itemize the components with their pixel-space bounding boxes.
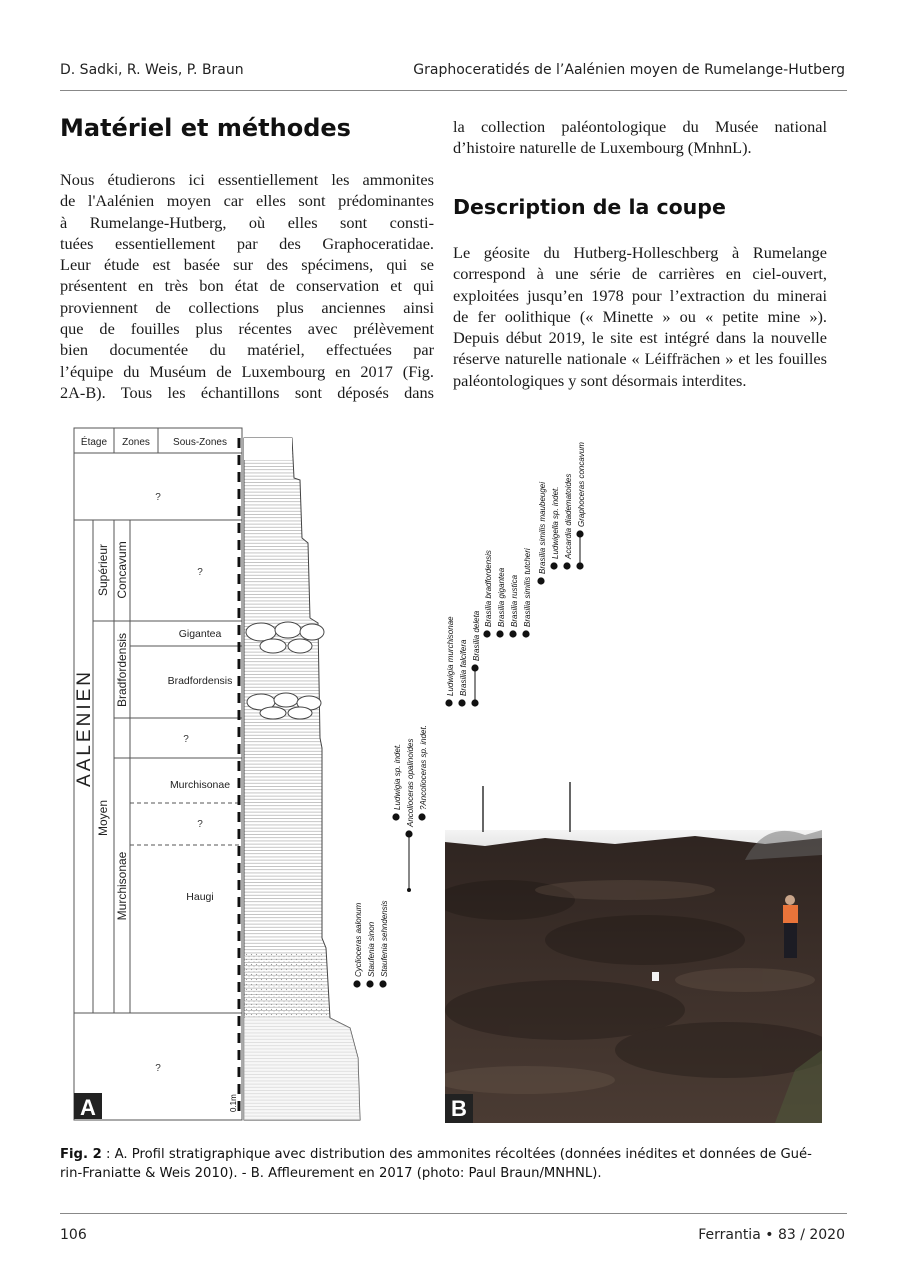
text-line: tuées essentiellement par des Graphoceratidae. — [60, 233, 434, 253]
unknown-concavum: ? — [197, 567, 203, 578]
svg-text:Brasilia deleta: Brasilia deleta — [472, 610, 481, 661]
running-header-title: Graphoceratidés de l’Aalénien moyen de Rumelange-Hutberg — [413, 62, 845, 78]
svg-text:Graphoceras concavum: Graphoceras concavum — [577, 442, 586, 527]
figure-caption — [60, 1146, 835, 1183]
text-line: bien documentée du matériel, effectuées par — [60, 340, 434, 360]
text-line: à Rumelange-Hutberg, où elles sont consti- — [60, 212, 434, 232]
taxon-1 — [366, 921, 376, 987]
subzone-haugi: Haugi — [186, 891, 214, 903]
taxon-10 — [496, 567, 506, 637]
page-number: 106 — [60, 1227, 87, 1243]
col-header-zones: Zones — [122, 437, 150, 448]
text-line: d’histoire naturelle de Luxembourg (MnhnL). — [453, 138, 752, 158]
svg-text:Brasilia gigantea: Brasilia gigantea — [497, 567, 506, 627]
svg-text:Ludwigia murchisonae: Ludwigia murchisonae — [446, 616, 455, 696]
svg-text:Staufenia sehndensis: Staufenia sehndensis — [380, 900, 389, 977]
text-line: Le géosite du Hutberg-Holleschberg à Rumelange — [453, 243, 827, 262]
section1-continuation — [453, 116, 827, 159]
svg-text:Brasilia rustica: Brasilia rustica — [510, 574, 519, 627]
text-line: paléontologiques y sont désormais interdites. — [453, 370, 747, 390]
taxon-11 — [509, 574, 519, 637]
svg-text:Cyclioceras aalonum: Cyclioceras aalonum — [354, 902, 363, 977]
lithology-column — [244, 438, 360, 1120]
unknown-top: ? — [155, 492, 161, 503]
text-line: que de fouilles plus récentes avec prélèvement — [60, 319, 434, 339]
col-header-sous-zones: Sous-Zones — [173, 437, 227, 448]
section1-paragraph — [60, 169, 434, 403]
taxon-9 — [483, 550, 493, 638]
text-line: présentent en très bon état de conservation et qui — [60, 276, 434, 296]
svg-text:Accardia diadematoides: Accardia diadematoides — [564, 473, 573, 559]
substage-superieur: Supérieur — [96, 543, 110, 597]
text-line: de fer oolithique (« Minette » ou « petite mine »). — [453, 306, 827, 326]
caption-line-1: : A. Profil stratigraphique avec distribution des ammonites récoltées (données inédites et données de Gué- — [101, 1147, 812, 1162]
scale-bar — [229, 438, 239, 1118]
unknown-murchisonae: ? — [197, 819, 203, 830]
taxon-7 — [458, 639, 468, 707]
zone-concavum: Concavum — [115, 541, 129, 599]
subzone-bradfordensis: Bradfordensis — [167, 675, 233, 687]
text-line: Nous étudierons ici essentiellement les ammonites — [60, 170, 434, 189]
svg-text:Brasilia similis maubeugei: Brasilia similis maubeugei — [538, 481, 547, 574]
taxon-0 — [353, 902, 363, 987]
taxon-3 — [392, 744, 402, 821]
section-heading-materiel: Matériel et méthodes — [60, 114, 351, 142]
taxon-8 — [471, 610, 481, 706]
text-line: Leur étude est basée sur des spécimens, qui se — [60, 255, 434, 275]
unknown-bottom: ? — [155, 1063, 161, 1074]
figure-2b-outcrop-photo — [445, 830, 822, 1123]
taxon-15 — [563, 474, 573, 570]
text-line: l’équipe du Muséum de Luxembourg en 2017 (Fig. — [60, 361, 434, 381]
header-rule — [60, 90, 847, 91]
taxon-14 — [550, 487, 560, 570]
running-header-authors: D. Sadki, R. Weis, P. Braun — [60, 62, 244, 78]
taxon-16 — [576, 442, 586, 570]
subzone-gigantea: Gigantea — [178, 628, 222, 640]
svg-text:?Ancolioceras sp. indet.: ?Ancolioceras sp. indet. — [419, 725, 428, 810]
svg-text:Brasilia bradfordensis: Brasilia bradfordensis — [484, 550, 493, 627]
zone-murchisonae: Murchisonae — [115, 851, 129, 921]
section-heading-description: Description de la coupe — [453, 195, 726, 219]
substage-moyen: Moyen — [96, 799, 110, 837]
stratigraphic-table — [74, 428, 242, 1120]
panel-b-label: B — [451, 1096, 467, 1121]
etage-aalenien: AALENIEN — [74, 669, 95, 787]
taxon-6 — [445, 616, 455, 707]
panel-a-label: A — [80, 1095, 96, 1120]
taxon-13 — [537, 482, 547, 585]
text-line: proviennent de collections plus anciennes ainsi — [60, 297, 434, 317]
footer-rule — [60, 1213, 847, 1214]
col-header-etage: Étage — [80, 437, 108, 448]
text-line: la collection paléontologique du Musée national — [453, 117, 827, 136]
text-line: correspond à une série de carrières en ciel-ouvert, — [453, 264, 827, 284]
svg-text:Staufenia sinon: Staufenia sinon — [367, 921, 376, 977]
photo-pole-right — [569, 782, 571, 832]
scale-label: 0.1m — [229, 1094, 238, 1112]
subzone-murchisonae: Murchisonae — [169, 779, 231, 791]
caption-line-2: rin-Franiatte & Weis 2010). - B. Affleurement en 2017 (photo: Paul Braun/MNHNL). — [60, 1165, 602, 1181]
caption-label: Fig. 2 — [60, 1147, 102, 1162]
text-line: exploitées jusqu’en 1978 pour l’extraction du minerai — [453, 285, 827, 305]
text-line: réserve naturelle nationale « Léiffrächen » et les fouilles — [453, 349, 827, 369]
photo-pole-left — [482, 786, 484, 832]
svg-text:Ludwigia sp. indet.: Ludwigia sp. indet. — [393, 743, 402, 810]
svg-text:Ludwigella sp. indet.: Ludwigella sp. indet. — [551, 486, 560, 559]
svg-text:Brasilia similis tutcheri: Brasilia similis tutcheri — [523, 548, 532, 627]
taxon-4 — [405, 739, 415, 893]
svg-text:Ancolioceras opalinoides: Ancolioceras opalinoides — [406, 738, 415, 827]
taxon-5 — [418, 725, 428, 821]
unknown-between: ? — [183, 734, 189, 745]
taxon-2 — [379, 901, 389, 988]
text-line: 2A-B). Tous les échantillons sont déposés dans — [60, 382, 434, 402]
journal-citation: Ferrantia • 83 / 2020 — [698, 1227, 845, 1243]
svg-text:Brasilia falcifera: Brasilia falcifera — [459, 639, 468, 696]
text-line: de l'Aalénien moyen car elles sont prédominantes — [60, 191, 434, 211]
section2-paragraph — [453, 242, 827, 391]
zone-bradfordensis: Bradfordensis — [115, 632, 129, 708]
text-line: Depuis début 2019, le site est intégré dans la nouvelle — [453, 328, 827, 348]
taxon-12 — [522, 548, 532, 638]
